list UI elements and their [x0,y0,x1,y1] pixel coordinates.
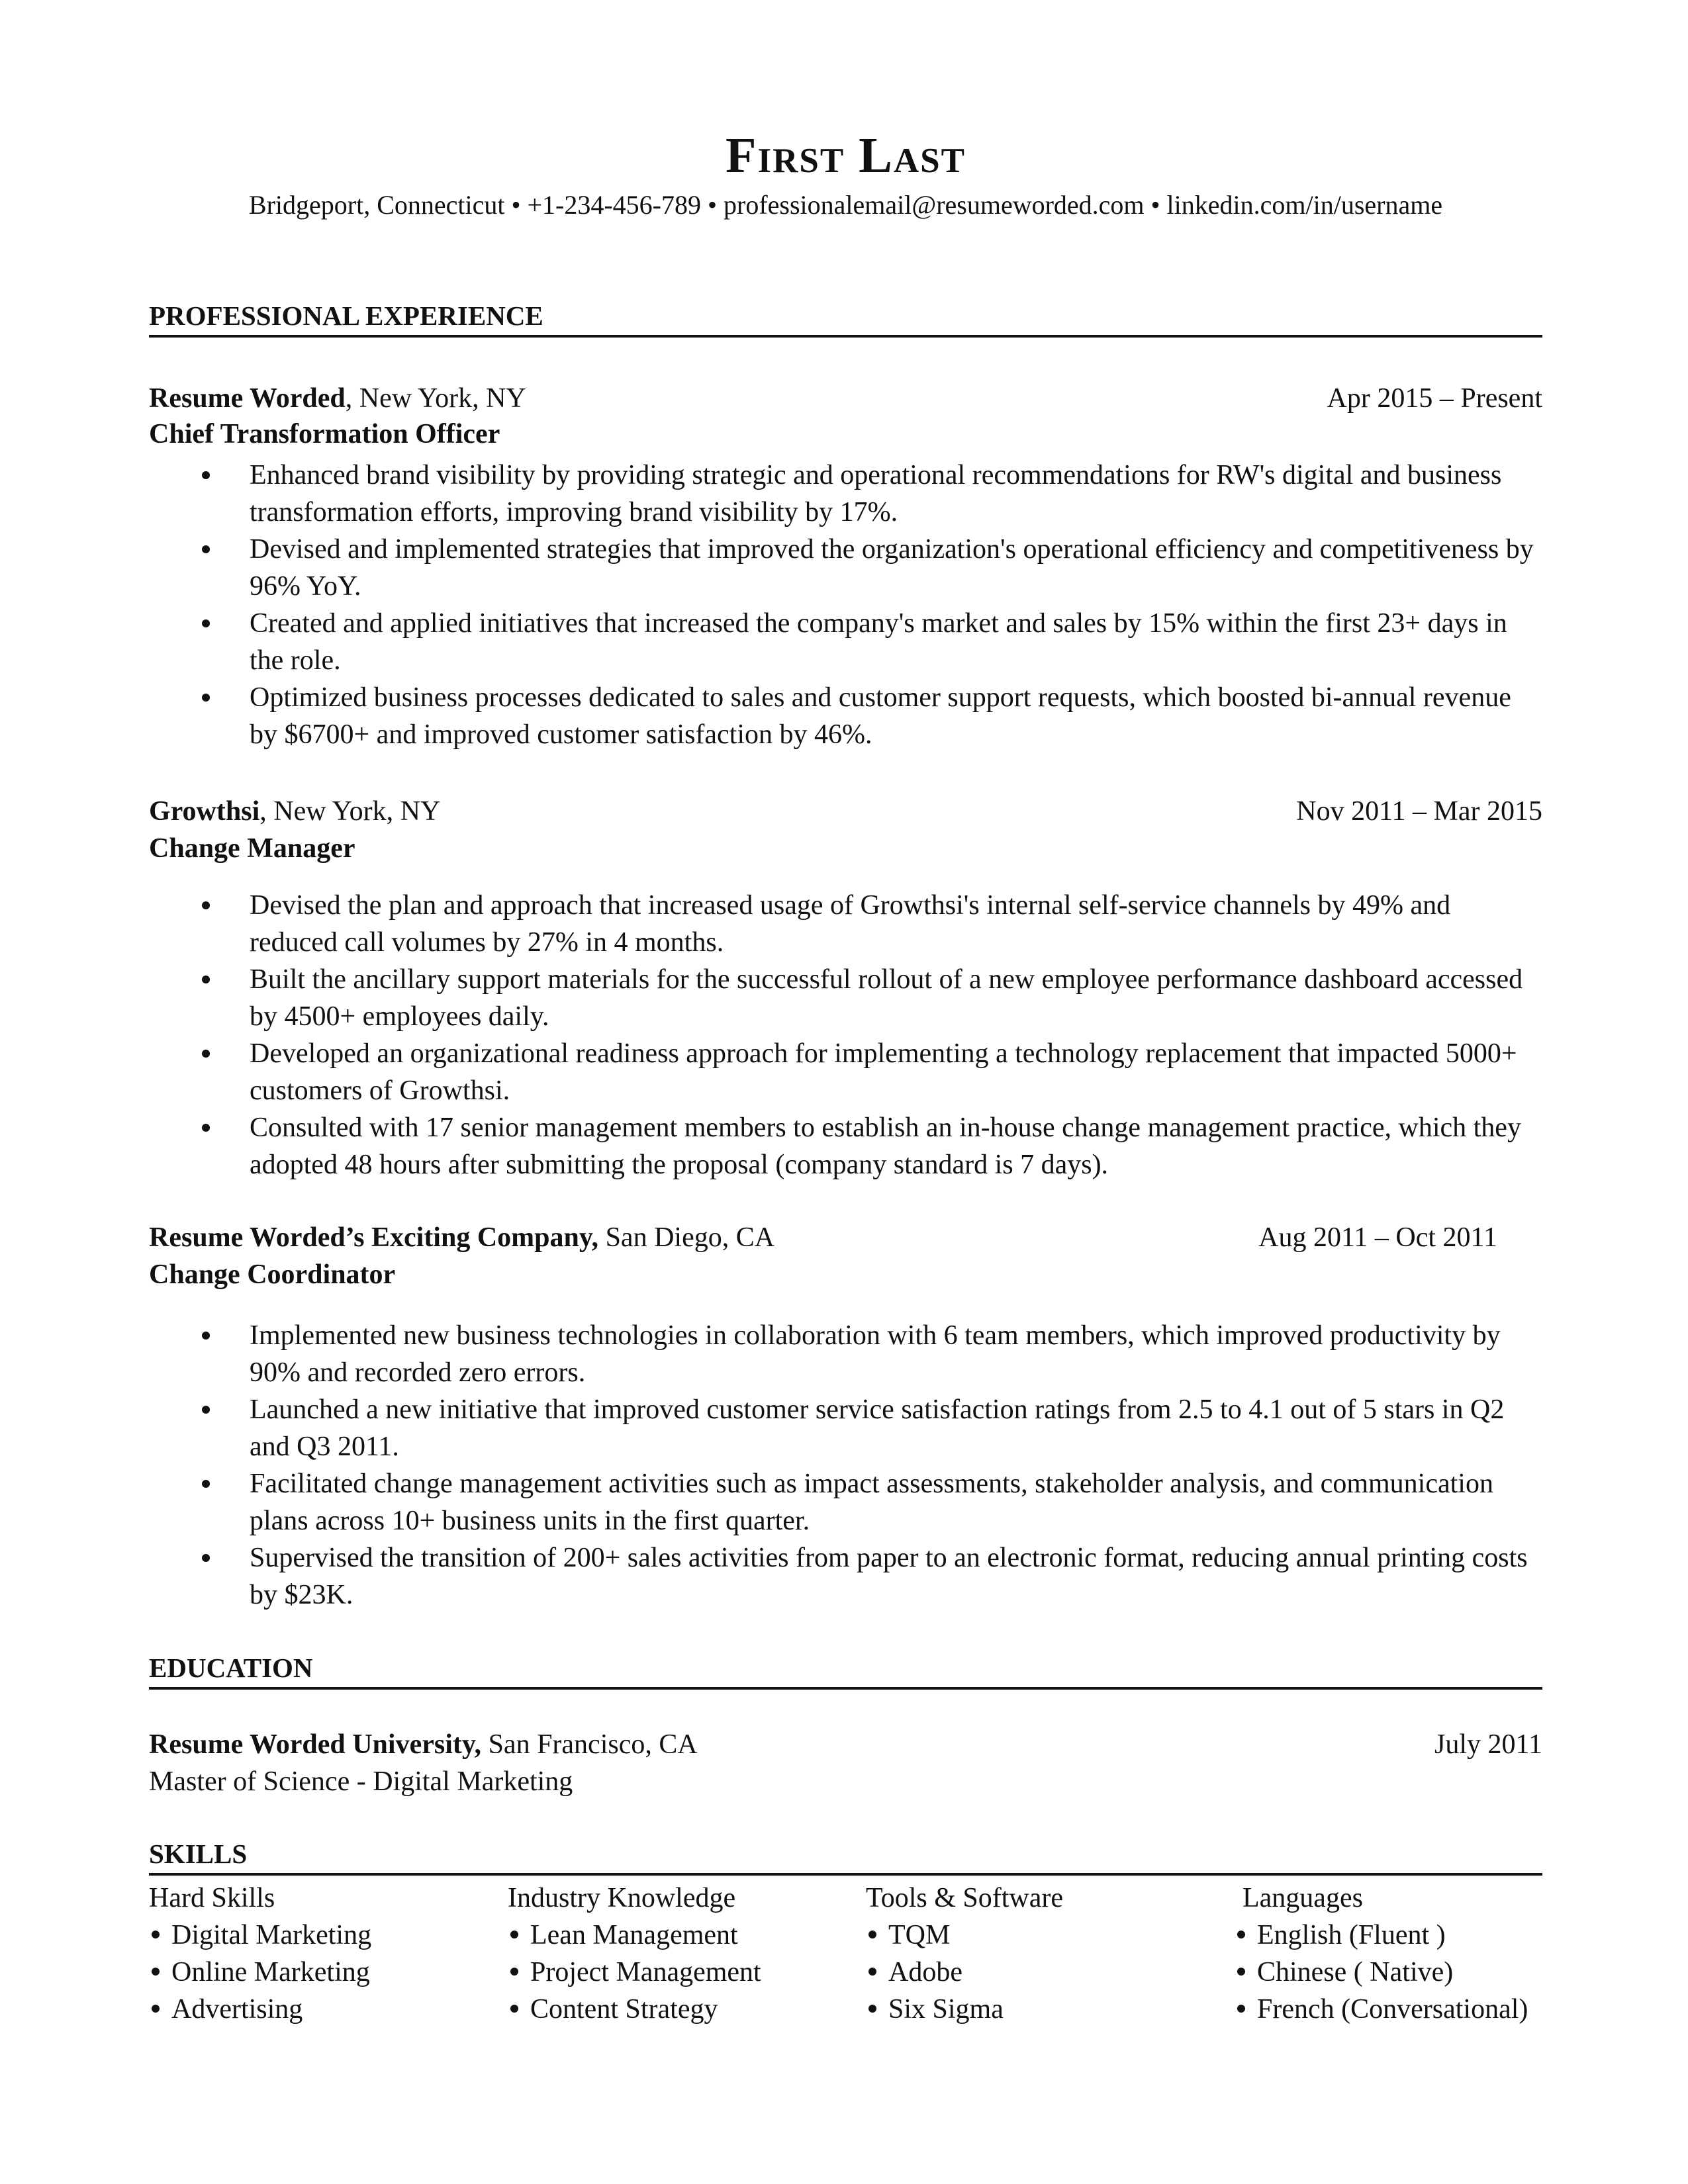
bullet-dot [202,619,210,627]
bullet-text: Launched a new initiative that improved customer service satisfaction ratings from 2.5 to 4.1 out of 5 stars in Q2 and Q3 2011. [250,1394,1505,1462]
job-dates: Apr 2015 – Present [1327,383,1542,414]
skill-text: Six Sigma [888,1994,1004,2025]
bullet-dot [868,2005,876,2013]
skill-item [866,1917,1223,1954]
skill-text: English (Fluent ) [1257,1920,1446,1950]
bullet-dot [152,1968,160,1976]
skill-text: Advertising [171,1994,303,2025]
list-item [149,961,1542,1035]
skill-item [866,1991,1223,2028]
bullet-dot [202,1406,210,1414]
bullet-dot [868,1931,876,1938]
skills-column-hard-skills [149,1880,506,2028]
company-location: , New York, NY [259,796,441,827]
list-item [149,1465,1542,1539]
job-title: Chief Transformation Officer [149,419,500,449]
bullet-dot [202,1050,210,1058]
bullet-text: Enhanced brand visibility by providing strategic and operational recommendations for RW's digital and business transformation efforts, improving brand visibility by 17%. [250,460,1502,527]
bullet-dot [202,1480,210,1488]
job-dates: Aug 2011 – Oct 2011 [1258,1222,1497,1253]
job-bullets [149,457,1542,753]
candidate-name: First Last [726,128,966,183]
company-name: Resume Worded [149,383,346,414]
list-item [149,887,1542,961]
bullet-dot [202,1124,210,1132]
skill-text: Adobe [888,1957,962,1987]
bullet-dot [1237,1968,1245,1976]
skill-item [508,1954,865,1991]
skills-column-industry-knowledge [508,1880,865,2028]
skill-item [508,1991,865,2028]
bullet-text: Optimized business processes dedicated to sales and customer support requests, which boosted bi-annual revenue by $6700+ and improved customer satisfaction by 46%. [250,682,1511,750]
skills-column-tools-software [866,1880,1223,2028]
skill-text: Digital Marketing [171,1920,372,1950]
bullet-dot [202,545,210,553]
graduation-date: July 2011 [1434,1729,1542,1760]
list-item [149,605,1542,679]
list-item [149,457,1542,531]
bullet-dot [152,1931,160,1938]
skill-item [149,1954,506,1991]
list-item [149,679,1542,753]
list-item [149,1109,1542,1183]
skills-column-title: Tools & Software [866,1883,1064,1913]
bullet-dot [202,901,210,909]
skill-text: TQM [888,1920,951,1950]
skill-text: Project Management [530,1957,761,1987]
skill-item [866,1954,1223,1991]
company-name: Resume Worded’s Exciting Company, [149,1222,599,1253]
skill-text: Online Marketing [171,1957,370,1987]
bullet-dot [202,976,210,983]
company-location: , New York, NY [345,383,526,414]
skills-column-title: Industry Knowledge [508,1883,736,1913]
bullet-text: Devised and implemented strategies that improved the organization's operational efficiency and competitiveness by 96% YoY. [250,534,1534,602]
skill-item [149,1991,506,2028]
skill-item [508,1917,865,1954]
skills-column-title: Hard Skills [149,1883,275,1913]
bullet-dot [510,2005,518,2013]
bullet-dot [510,1931,518,1938]
bullet-text: Supervised the transition of 200+ sales activities from paper to an electronic format, reducing annual printing costs by $23K. [250,1543,1528,1610]
degree: Master of Science - Digital Marketing [149,1766,573,1797]
bullet-text: Created and applied initiatives that increased the company's market and sales by 15% within the first 23+ days in the role. [250,608,1507,676]
company-name: Growthsi [149,796,260,827]
job-title: Change Coordinator [149,1259,396,1290]
job-dates: Nov 2011 – Mar 2015 [1296,796,1542,827]
bullet-text: Built the ancillary support materials for the successful rollout of a new employee performance dashboard accessed by 4500+ employees daily. [250,964,1523,1032]
company-location: San Diego, CA [598,1222,775,1253]
school-name: Resume Worded University, [149,1729,482,1760]
bullet-dot [202,694,210,702]
skill-text: Chinese ( Native) [1257,1957,1454,1987]
job-bullets [149,887,1542,1183]
job-title: Change Manager [149,833,355,864]
school-location: San Francisco, CA [481,1729,698,1760]
skills-column-title: Languages [1243,1883,1363,1913]
bullet-dot [1237,1931,1245,1938]
skill-text: Content Strategy [530,1994,718,2025]
bullet-dot [152,2005,160,2013]
job-bullets [149,1317,1542,1614]
list-item [149,1391,1542,1465]
skill-item [1235,1954,1592,1991]
section-heading-skills: SKILLS [149,1837,1542,1876]
bullet-text: Devised the plan and approach that increased usage of Growthsi's internal self-service channels by 49% and reduced call volumes by 27% in 4 months. [250,890,1451,958]
list-item [149,1035,1542,1109]
bullet-dot [202,1554,210,1562]
bullet-dot [202,1332,210,1340]
skill-item [149,1917,506,1954]
section-heading-education: EDUCATION [149,1651,1542,1690]
skills-column-languages [1235,1880,1592,2028]
bullet-dot [868,1968,876,1976]
bullet-dot [1237,2005,1245,2013]
skill-text: French (Conversational) [1257,1994,1528,2025]
skill-item [1235,1917,1592,1954]
bullet-text: Facilitated change management activities such as impact assessments, stakeholder analysis, and communication plans across 10+ business units in the first quarter. [250,1469,1493,1536]
bullet-dot [510,1968,518,1976]
bullet-dot [202,471,210,479]
bullet-text: Implemented new business technologies in collaboration with 6 team members, which improved productivity by 90% and recorded zero errors. [250,1320,1501,1388]
bullet-text: Consulted with 17 senior management members to establish an in-house change management practice, which they adopted 48 hours after submitting the proposal (company standard is 7 days). [250,1113,1521,1180]
section-heading-experience: PROFESSIONAL EXPERIENCE [149,299,1542,338]
bullet-text: Developed an organizational readiness approach for implementing a technology replacement that impacted 5000+ customers of Growthsi. [250,1038,1517,1106]
list-item [149,1539,1542,1614]
skill-item [1235,1991,1592,2028]
skill-text: Lean Management [530,1920,738,1950]
contact-line: Bridgeport, Connecticut • +1-234-456-789 • professionalemail@resumeworded.com • linkedin.com/in/username [248,190,1443,220]
list-item [149,1317,1542,1391]
list-item [149,531,1542,605]
